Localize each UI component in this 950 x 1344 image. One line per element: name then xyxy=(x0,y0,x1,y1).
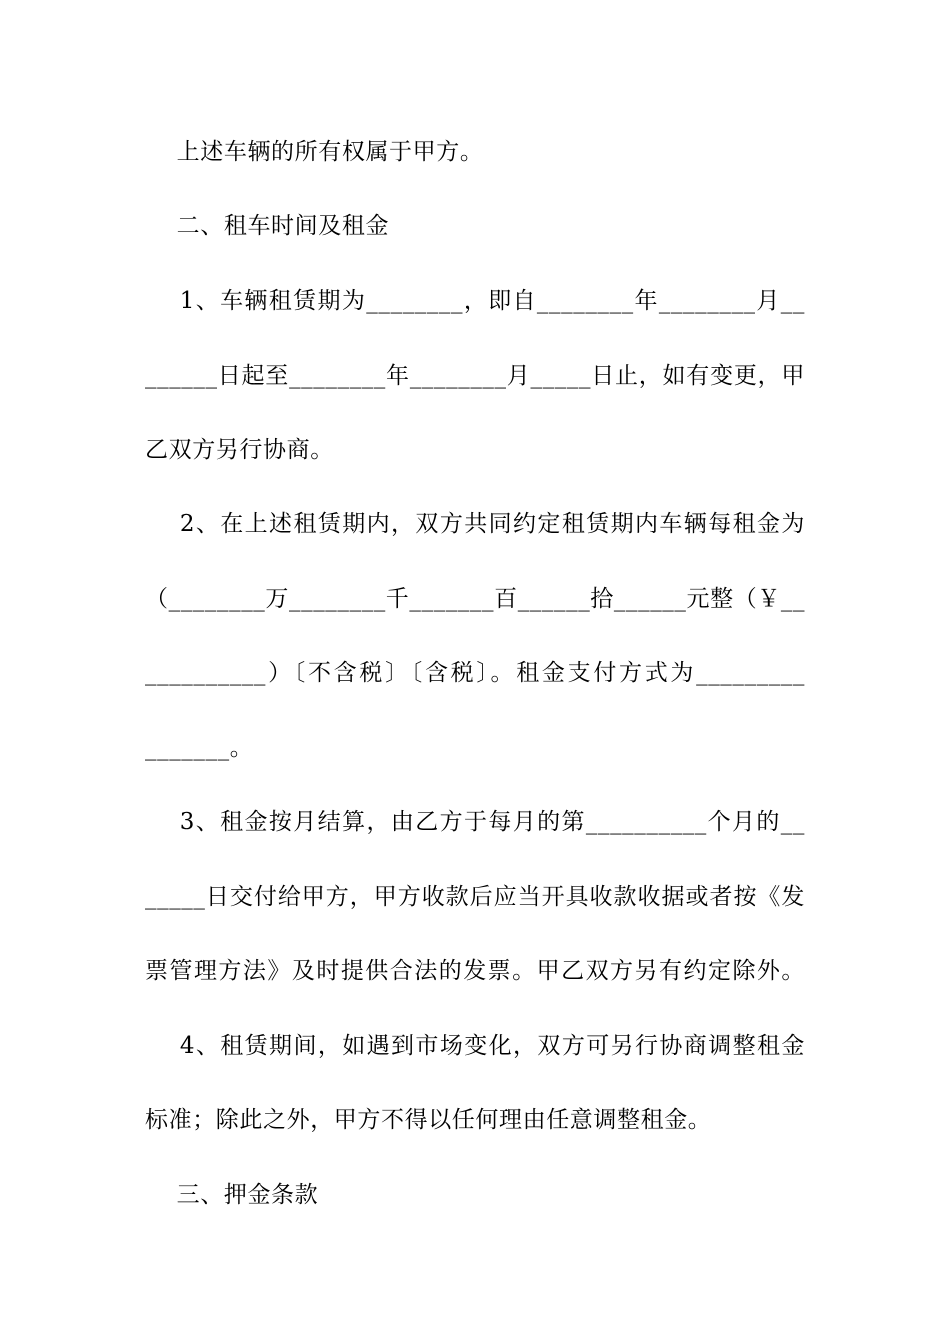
section-heading-rental-time-and-rent: 二、租车时间及租金 xyxy=(145,213,390,239)
clause-2-line-4: _______。 xyxy=(145,735,254,761)
clause-2-line-3: __________）〔不含税〕〔含税〕。租金支付方式为_________ xyxy=(145,660,805,686)
clause-2-line-2: （________万________千_______百______拾______元整（￥__ xyxy=(145,586,806,612)
clause-3-line-2: _____日交付给甲方，甲方收款后应当开具收款收据或者按《发 xyxy=(145,884,805,910)
clause-1-line-2: ______日起至________年________月_____日止，如有变更，甲 xyxy=(145,363,805,389)
section-heading-deposit-terms: 三、押金条款 xyxy=(145,1182,319,1208)
clause-2-line-1: 2、在上述租赁期内，双方共同约定租赁期内车辆每租金为 xyxy=(145,511,805,537)
clause-1-line-3: 乙双方另行协商。 xyxy=(145,437,334,463)
clause-3-line-3: 票管理方法》及时提供合法的发票。甲乙双方另有约定除外。 xyxy=(145,958,805,984)
clause-4-line-1: 4、租赁期间，如遇到市场变化，双方可另行协商调整租金 xyxy=(145,1033,805,1059)
clause-4-line-2: 标准；除此之外，甲方不得以任何理由任意调整租金。 xyxy=(145,1107,712,1133)
clause-3-line-1: 3、租金按月结算，由乙方于每月的第__________个月的__ xyxy=(145,809,805,835)
paragraph-ownership: 上述车辆的所有权属于甲方。 xyxy=(145,139,484,165)
clause-1-line-1: 1、车辆租赁期为________，即自________年________月__ xyxy=(145,288,805,314)
